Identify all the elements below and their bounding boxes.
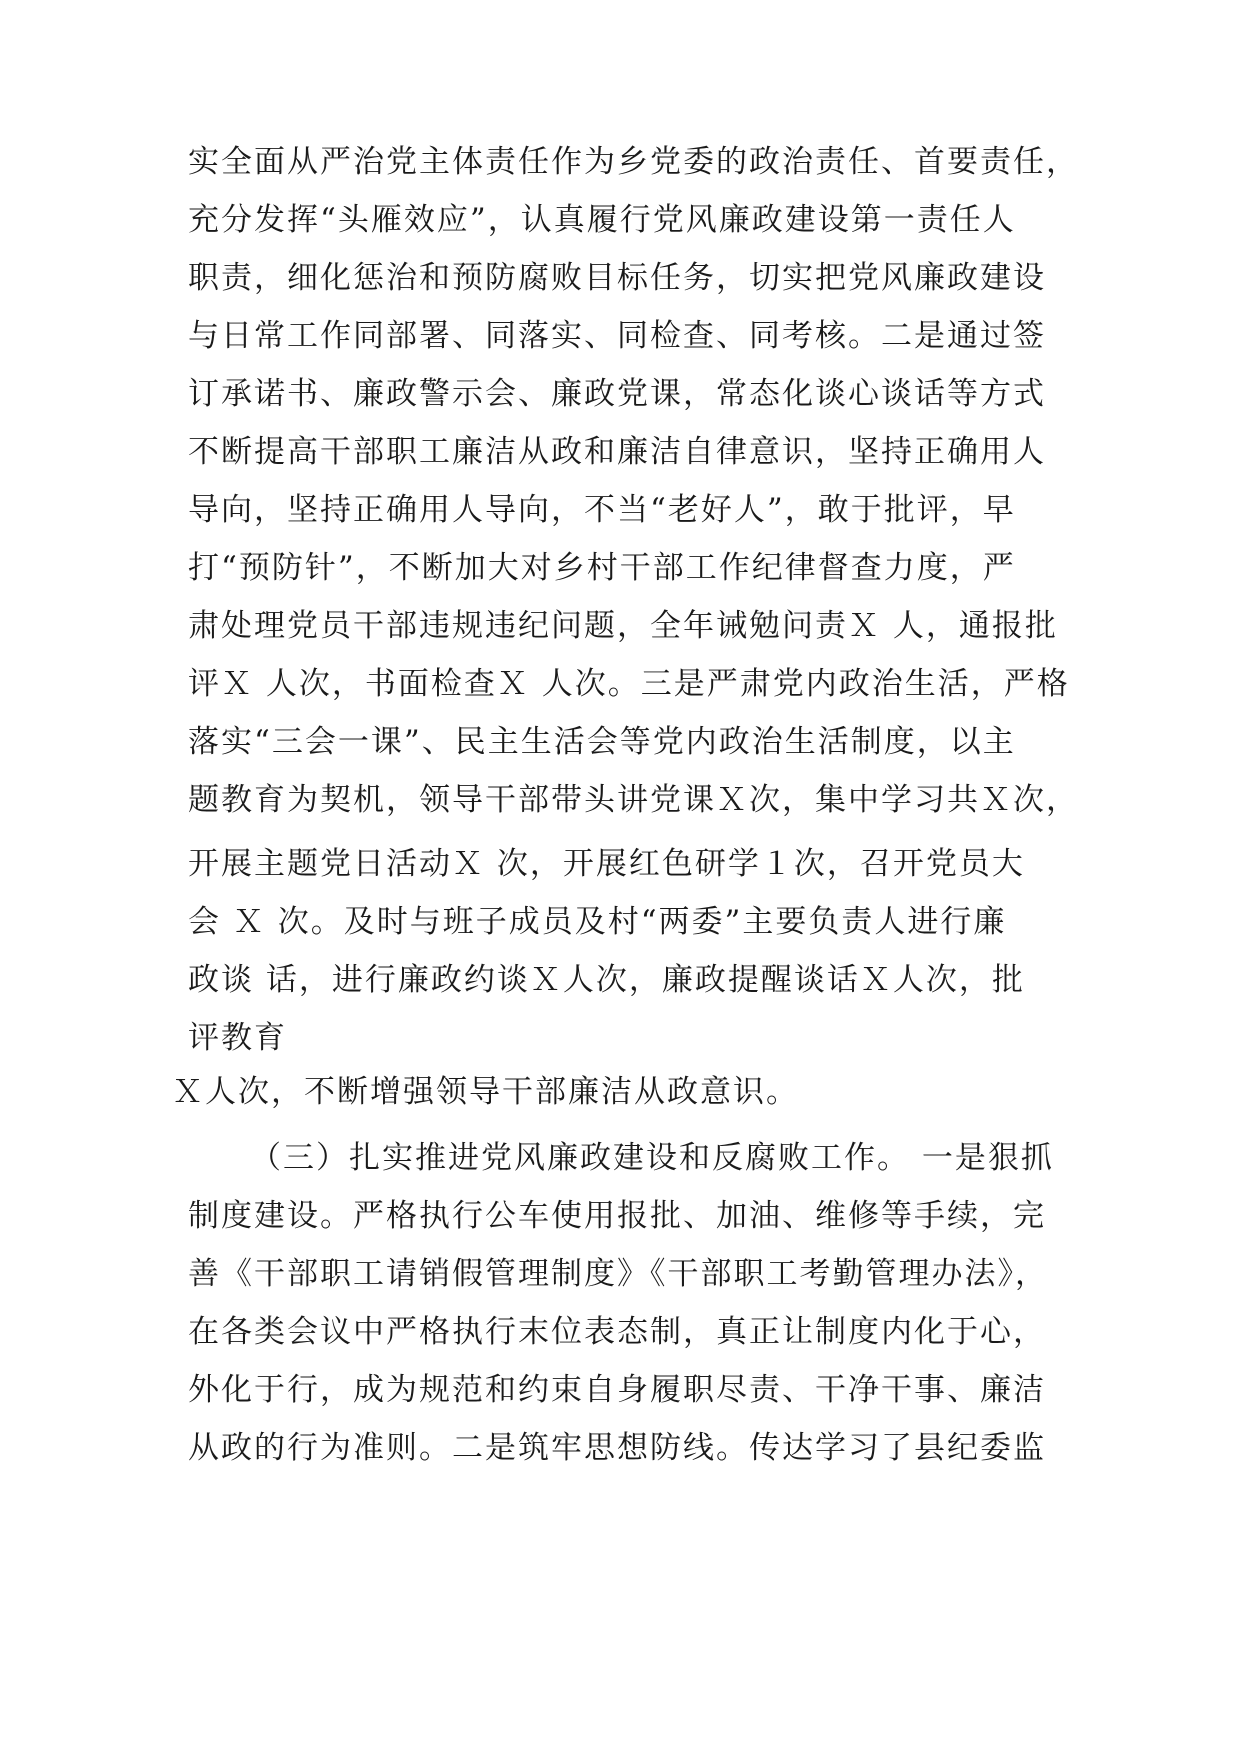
- text-line: 肃处理党员干部违规违纪问题，全年诫勉问责Ｘ 人，通报批: [188, 608, 1058, 644]
- text-line: 评Ｘ 人次，书面检查Ｘ 人次。三是严肃党内政治生活，严格: [188, 666, 1070, 702]
- text-line: 打“预防针”，不断加大对乡村干部工作纪律督查力度，严: [188, 550, 1016, 586]
- text-line: 落实“三会一课”、民主生活会等党内政治生活制度，以主: [188, 724, 1016, 760]
- text-line: 善《干部职工请销假管理制度》《干部职工考勤管理办法》，: [188, 1256, 1048, 1292]
- text-line: Ｘ人次，不断增强领导干部廉洁从政意识。: [172, 1074, 799, 1110]
- text-line: 题教育为契机，领导干部带头讲党课Ｘ次，集中学习共Ｘ次，: [188, 782, 1079, 818]
- text-line: 从政的行为准则。二是筑牢思想防线。传达学习了县纪委监: [188, 1430, 1046, 1466]
- text-line: 与日常工作同部署、同落实、同检查、同考核。二是通过签: [188, 318, 1046, 354]
- text-line: 政谈 话，进行廉政约谈Ｘ人次，廉政提醒谈话Ｘ人次，批: [188, 962, 1025, 998]
- text-line: 外化于行，成为规范和约束自身履职尽责、干净干事、廉洁: [188, 1372, 1046, 1408]
- text-line: 在各类会议中严格执行末位表态制，真正让制度内化于心，: [188, 1314, 1046, 1350]
- text-line: 不断提高干部职工廉洁从政和廉洁自律意识，坚持正确用人: [188, 434, 1046, 470]
- text-line: 制度建设。严格执行公车使用报批、加油、维修等手续，完: [188, 1198, 1046, 1234]
- text-line: 实全面从严治党主体责任作为乡党委的政治责任、首要责任，: [188, 144, 1079, 180]
- text-line: 评教育: [188, 1020, 287, 1056]
- text-line: 充分发挥“头雁效应”，认真履行党风廉政建设第一责任人: [188, 202, 1016, 238]
- text-line: 订承诺书、廉政警示会、廉政党课，常态化谈心谈话等方式: [188, 376, 1046, 412]
- text-line: 会 Ｘ 次。及时与班子成员及村“两委”主要负责人进行廉: [188, 904, 1007, 940]
- text-line: 开展主题党日活动Ｘ 次，开展红色研学１次，召开党员大: [188, 846, 1025, 882]
- text-line: 职责，细化惩治和预防腐败目标任务，切实把党风廉政建设: [188, 260, 1046, 296]
- section-heading-line: （三）扎实推进党风廉政建设和反腐败工作。 一是狠抓: [250, 1140, 1054, 1176]
- text-line: 导向，坚持正确用人导向，不当“老好人”，敢于批评，早: [188, 492, 1016, 528]
